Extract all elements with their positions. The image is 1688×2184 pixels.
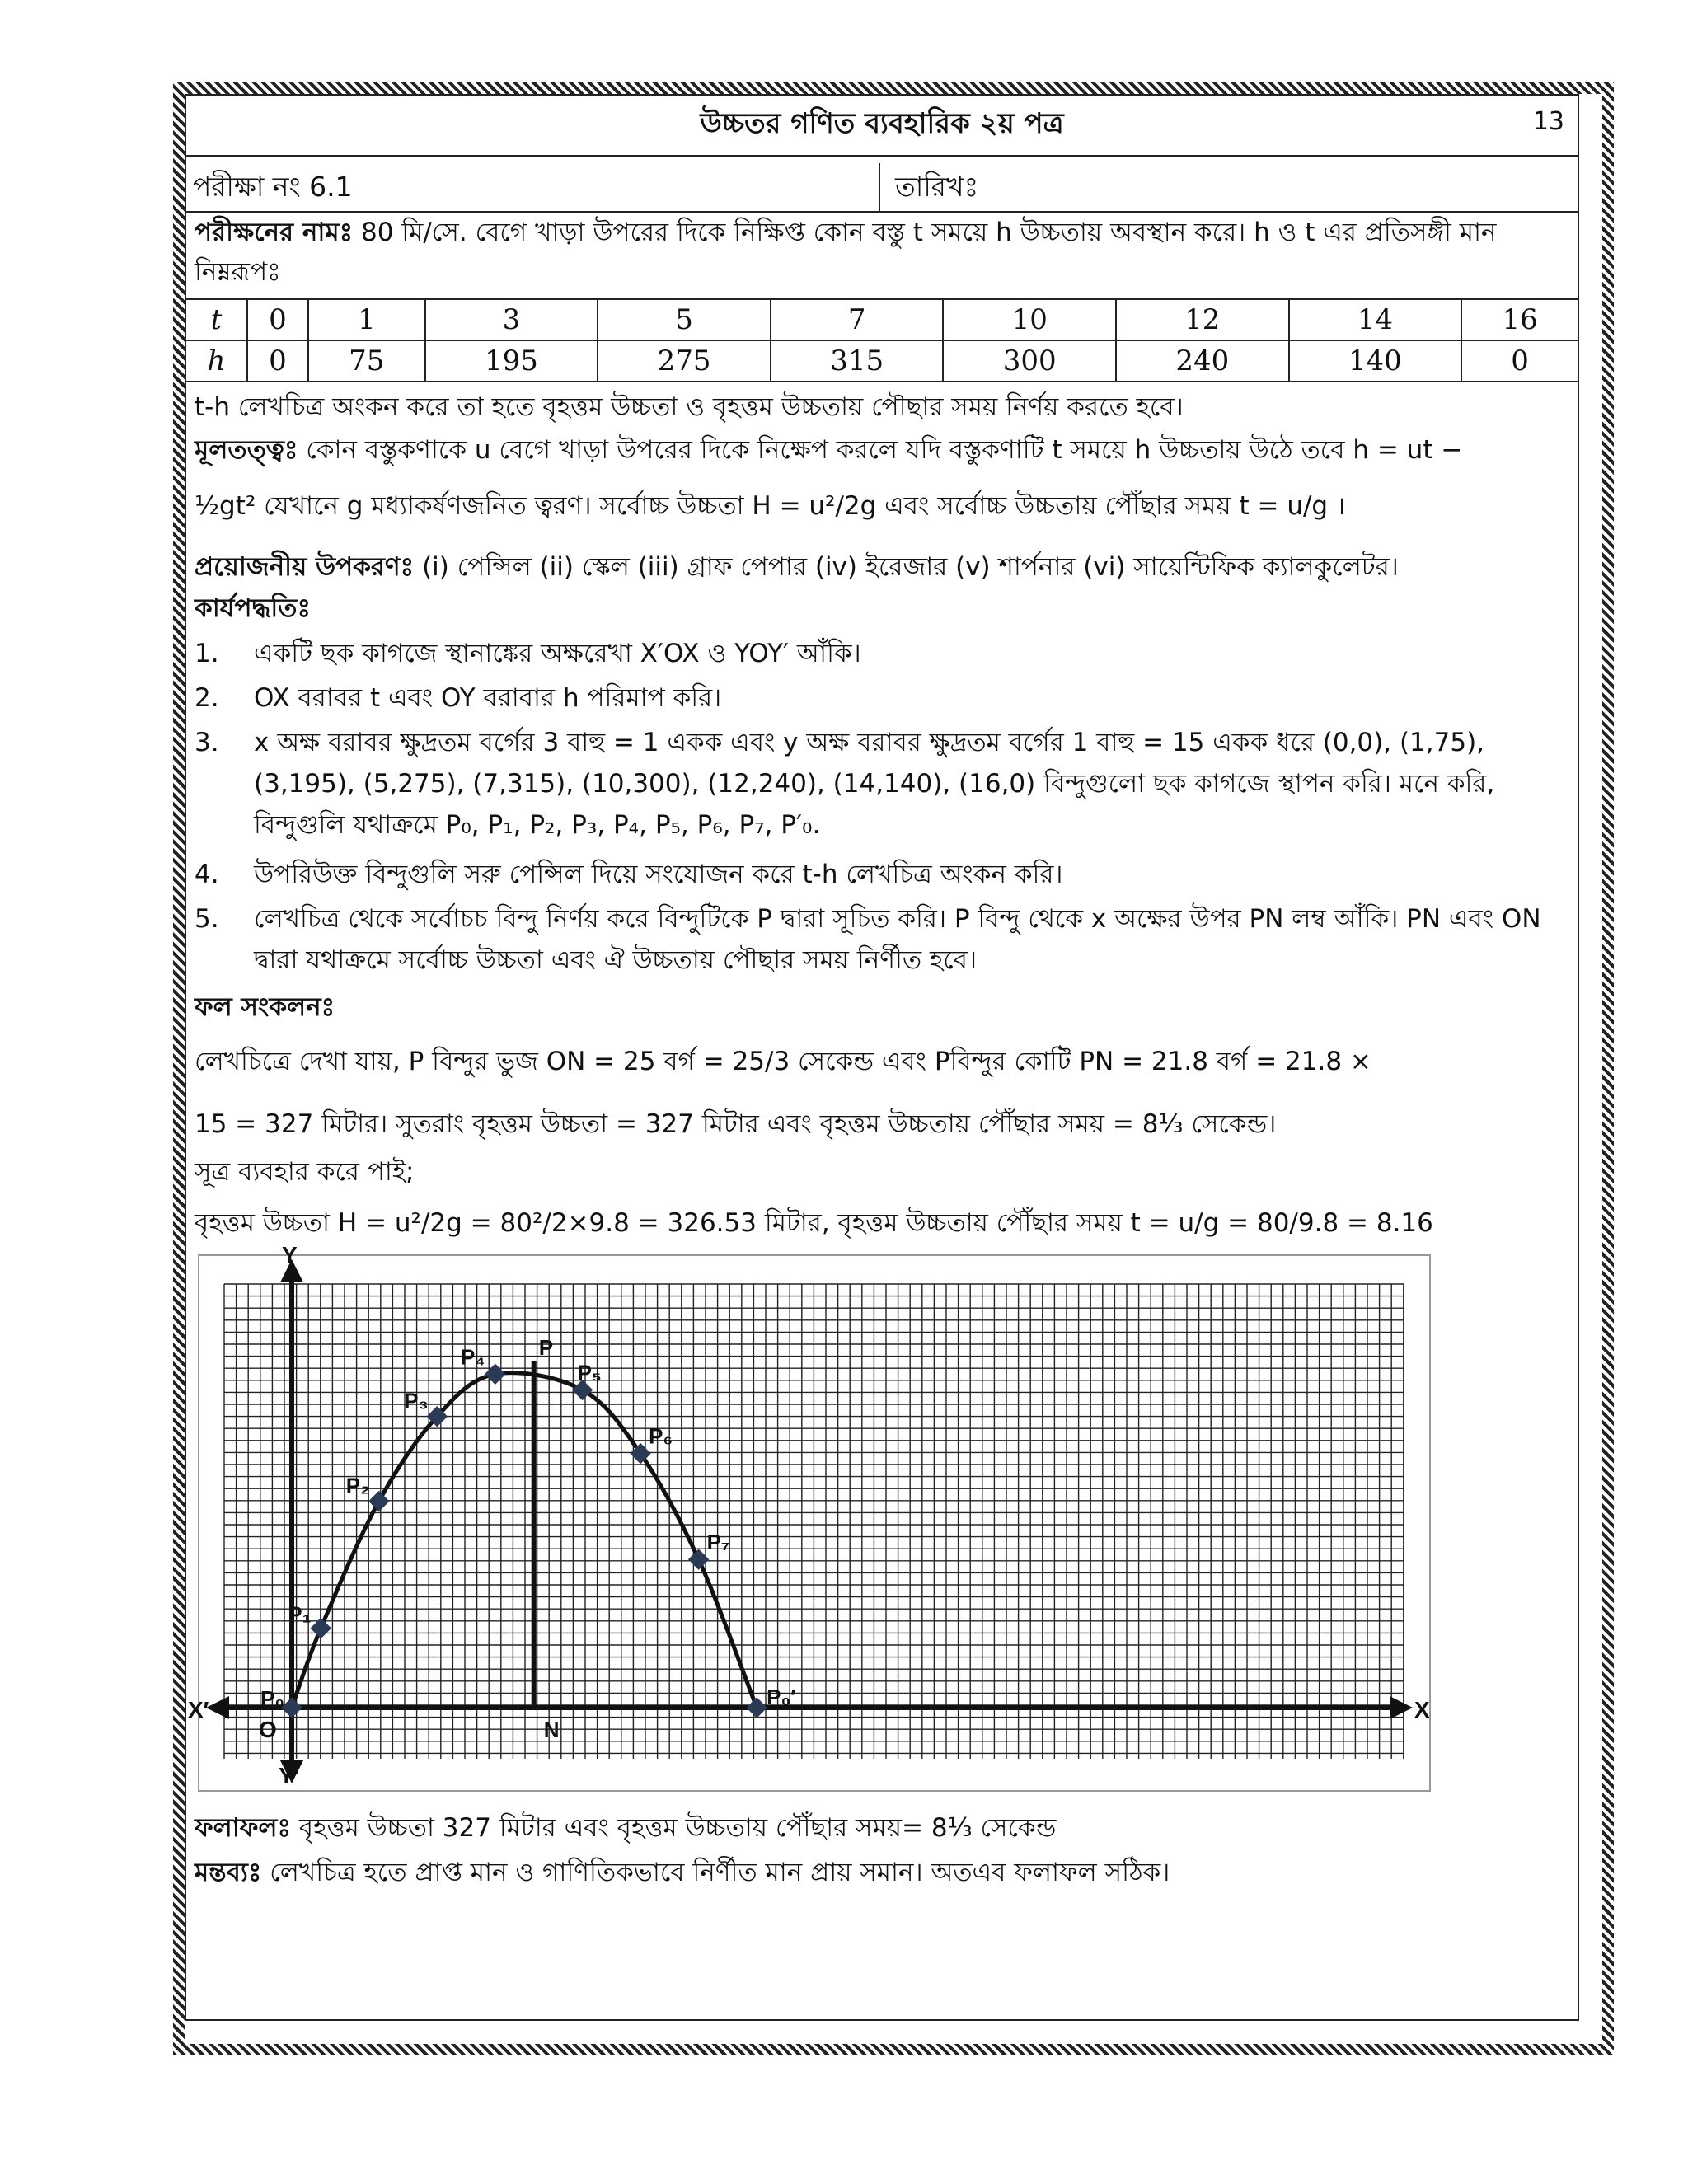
table-cell: 315 (771, 340, 944, 382)
results-line-2: 15 = 327 মিটার। সুতরাং বৃহত্তম উচ্চতা = 327 মিটার এবং বৃহত্তম উচ্চতায় পৌঁছার সময় = 8⅓ সেকেন্ড। (195, 1109, 1277, 1139)
step-text: x অক্ষ বরাবর ক্ষুদ্রতম বর্গের 3 বাহু = 1 একক এবং y অক্ষ বরাবর ক্ষুদ্রতম বর্গের 1 বাহু = 15 একক ধরে (0,0), (1,75), (3,195), (5,275), (7,315), (10,300), (12,240), (14,140), (16,0) বিন্দুগুলো ছক কাগজে স্থাপন করি। মনে করি, বিন্দুগুলি যথাক্রমে P₀, P₁, P₂, P₃, P₄, P₅, P₆, P₇, P′₀. (254, 728, 1495, 840)
point-label: P₂ (345, 1473, 370, 1498)
x-neg-axis-label: X′ (188, 1697, 209, 1722)
step-number: 5. (195, 904, 219, 934)
results-line-3: সূত্র ব্যবহার করে পাই; (195, 1157, 415, 1187)
experiment-name-text: 80 মি/সে. বেগে খাড়া উপরের দিকে নিক্ষিপ্ত কোন বস্তু t সময়ে h উচ্চতায় অবস্থান করে। h ও t এর প্রতিসঙ্গী মান নিম্নরূপঃ (195, 218, 1497, 287)
table-cell: 5 (598, 299, 771, 340)
table-cell: 3 (425, 299, 598, 340)
x-axis-arrow (1390, 1696, 1413, 1719)
foot-label: N (543, 1718, 560, 1742)
step-number: 3. (195, 728, 219, 757)
experiment-name-label: পরীক্ষনের নামঃ (195, 218, 354, 247)
theory-text-1: কোন বস্তুকণাকে u বেগে খাড়া উপরের দিকে নিক্ষেপ করলে যদি বস্তুকণাটি t সময়ে h উচ্চতায় উঠে তবে h = ut − (306, 435, 1463, 465)
conclusion (195, 1808, 1569, 1848)
table-header-t: t (185, 299, 247, 340)
table-cell: 0 (247, 299, 308, 340)
step-text: উপরিউক্ত বিন্দুগুলি সরু পেন্সিল দিয়ে সংযোজন করে t-h লেখচিত্র অংকন করি। (254, 860, 1063, 889)
table-cell: 140 (1289, 340, 1462, 382)
data-point (746, 1697, 767, 1718)
t-h-chart (188, 1242, 1430, 1790)
table-cell: 10 (943, 299, 1116, 340)
data-point (485, 1364, 505, 1385)
results-line-4: বৃহত্তম উচ্চতা H = u²/2g = 80²/2×9.8 = 326.53 মিটার, বৃহত্তম উচ্চতায় পৌঁছার সময় t = u/g = 80/9.8 = 8.16 (195, 1208, 1433, 1238)
graph-panel (188, 1242, 1431, 1792)
origin-label: O (259, 1717, 277, 1742)
table-cell: 16 (1461, 299, 1578, 340)
page-number: 13 (1532, 107, 1564, 136)
point-label: P₀ (260, 1686, 285, 1711)
conclusion-label: ফলাফলঃ (195, 1813, 292, 1843)
procedure-label: কার্যপদ্ধতিঃ (195, 593, 311, 623)
peak-label: P (538, 1334, 554, 1360)
divider (185, 155, 1579, 157)
step-text: একটি ছক কাগজে স্থানাঙ্কের অক্ষরেখা X′OX ও YOY′ আঁকি। (254, 639, 861, 668)
step-number: 2. (195, 683, 219, 713)
table-cell: 1 (308, 299, 425, 340)
data-point (368, 1491, 389, 1511)
step-number: 4. (195, 860, 219, 889)
experiment-row (185, 163, 1579, 211)
results-line-1: লেখচিত্রে দেখা যায়, P বিন্দুর ভুজ ON = 25 বর্গ = 25/3 সেকেন্ড এবং Pবিন্দুর কোটি PN = 21.8 বর্গ = 21.8 × (195, 1047, 1372, 1076)
table-cell: 14 (1289, 299, 1462, 340)
y-neg-axis-label: Y′ (279, 1763, 300, 1788)
conclusion-text: বৃহত্তম উচ্চতা 327 মিটার এবং বৃহত্তম উচ্চতায় পৌঁছার সময়= 8⅓ সেকেন্ড (298, 1813, 1057, 1843)
equipment-label: প্রয়োজনীয় উপকরণঃ (195, 552, 415, 582)
experiment-name (195, 213, 1569, 292)
column-divider (879, 163, 880, 211)
page-title: উচ্চতর গণিত ব্যবহারিক ২য় পত্র (700, 107, 1064, 140)
point-label: P₃ (404, 1388, 429, 1413)
table-row-t (185, 299, 1578, 340)
table-cell: 300 (943, 340, 1116, 382)
step-text: লেখচিত্র থেকে সর্বোচচ বিন্দু নির্ণয় করে বিন্দুটিকে P দ্বারা সূচিত করি। P বিন্দু থেকে x অক্ষের উপর PN লম্ব আঁকি। PN এবং ON দ্বারা যথাক্রমে সর্বোচ্চ উচ্চতা এবং ঐ উচ্চতায় পৌছার সময় নির্ণীত হবে। (254, 904, 1541, 975)
experiment-number: পরীক্ষা নং 6.1 (193, 171, 353, 203)
table-row-h (185, 340, 1578, 382)
table-cell: 275 (598, 340, 771, 382)
x-axis-label: X (1414, 1697, 1430, 1722)
table-header-h: h (185, 340, 247, 382)
table-cell: 240 (1116, 340, 1289, 382)
equipment-text: (i) পেন্সিল (ii) স্কেল (iii) গ্রাফ পেপার (iv) ইরেজার (v) শার্পনার (vi) সায়েন্টিফিক ক্যালকুলেটর। (422, 552, 1399, 582)
remark-label: মন্তব্যঃ (195, 1858, 262, 1887)
remark-text: লেখচিত্র হতে প্রাপ্ত মান ও গাণিতিকভাবে নির্ণীত মান প্রায় সমান। অতএব ফলাফল সঠিক। (270, 1858, 1170, 1887)
table-cell: 7 (771, 299, 944, 340)
point-label: P₁ (288, 1601, 312, 1627)
remark (195, 1853, 1569, 1892)
point-label: P₅ (577, 1360, 602, 1385)
table-cell: 195 (425, 340, 598, 382)
table-cell: 12 (1116, 299, 1289, 340)
date-label: তারিখঃ (895, 171, 979, 203)
table-cell: 0 (1461, 340, 1578, 382)
point-label: P₆ (649, 1423, 673, 1449)
task-text: t-h লেখচিত্র অংকন করে তা হতে বৃহত্তম উচ্চতা ও বৃহত্তম উচ্চতায় পৌছার সময় নির্ণয় করতে হবে। (195, 392, 1184, 422)
table-cell: 75 (308, 340, 425, 382)
theory-label: মূলতত্ত্বঃ (195, 435, 298, 465)
theory-line-1 (195, 430, 1569, 470)
data-table (185, 298, 1579, 382)
step-text: OX বরাবর t এবং OY বরাবার h পরিমাপ করি। (254, 683, 722, 713)
equipment (195, 547, 1569, 587)
point-label: P₀′ (767, 1685, 796, 1709)
results-label: ফল সংকলনঃ (195, 992, 335, 1022)
point-label: P₇ (706, 1530, 730, 1555)
point-label: P₄ (460, 1344, 485, 1370)
theory-line-2: ½gt² যেখানে g মধ্যাকর্ষণজনিত ত্বরণ। সর্বোচ্চ উচ্চতা H = u²/2g এবং সর্বোচ্চ উচ্চতায় পৌঁছার সময় t = u/g । (195, 491, 1346, 521)
x-neg-axis-arrow (206, 1696, 229, 1719)
step-number: 1. (195, 639, 219, 668)
table-cell: 0 (247, 340, 308, 382)
y-axis-label: Y (282, 1242, 298, 1268)
